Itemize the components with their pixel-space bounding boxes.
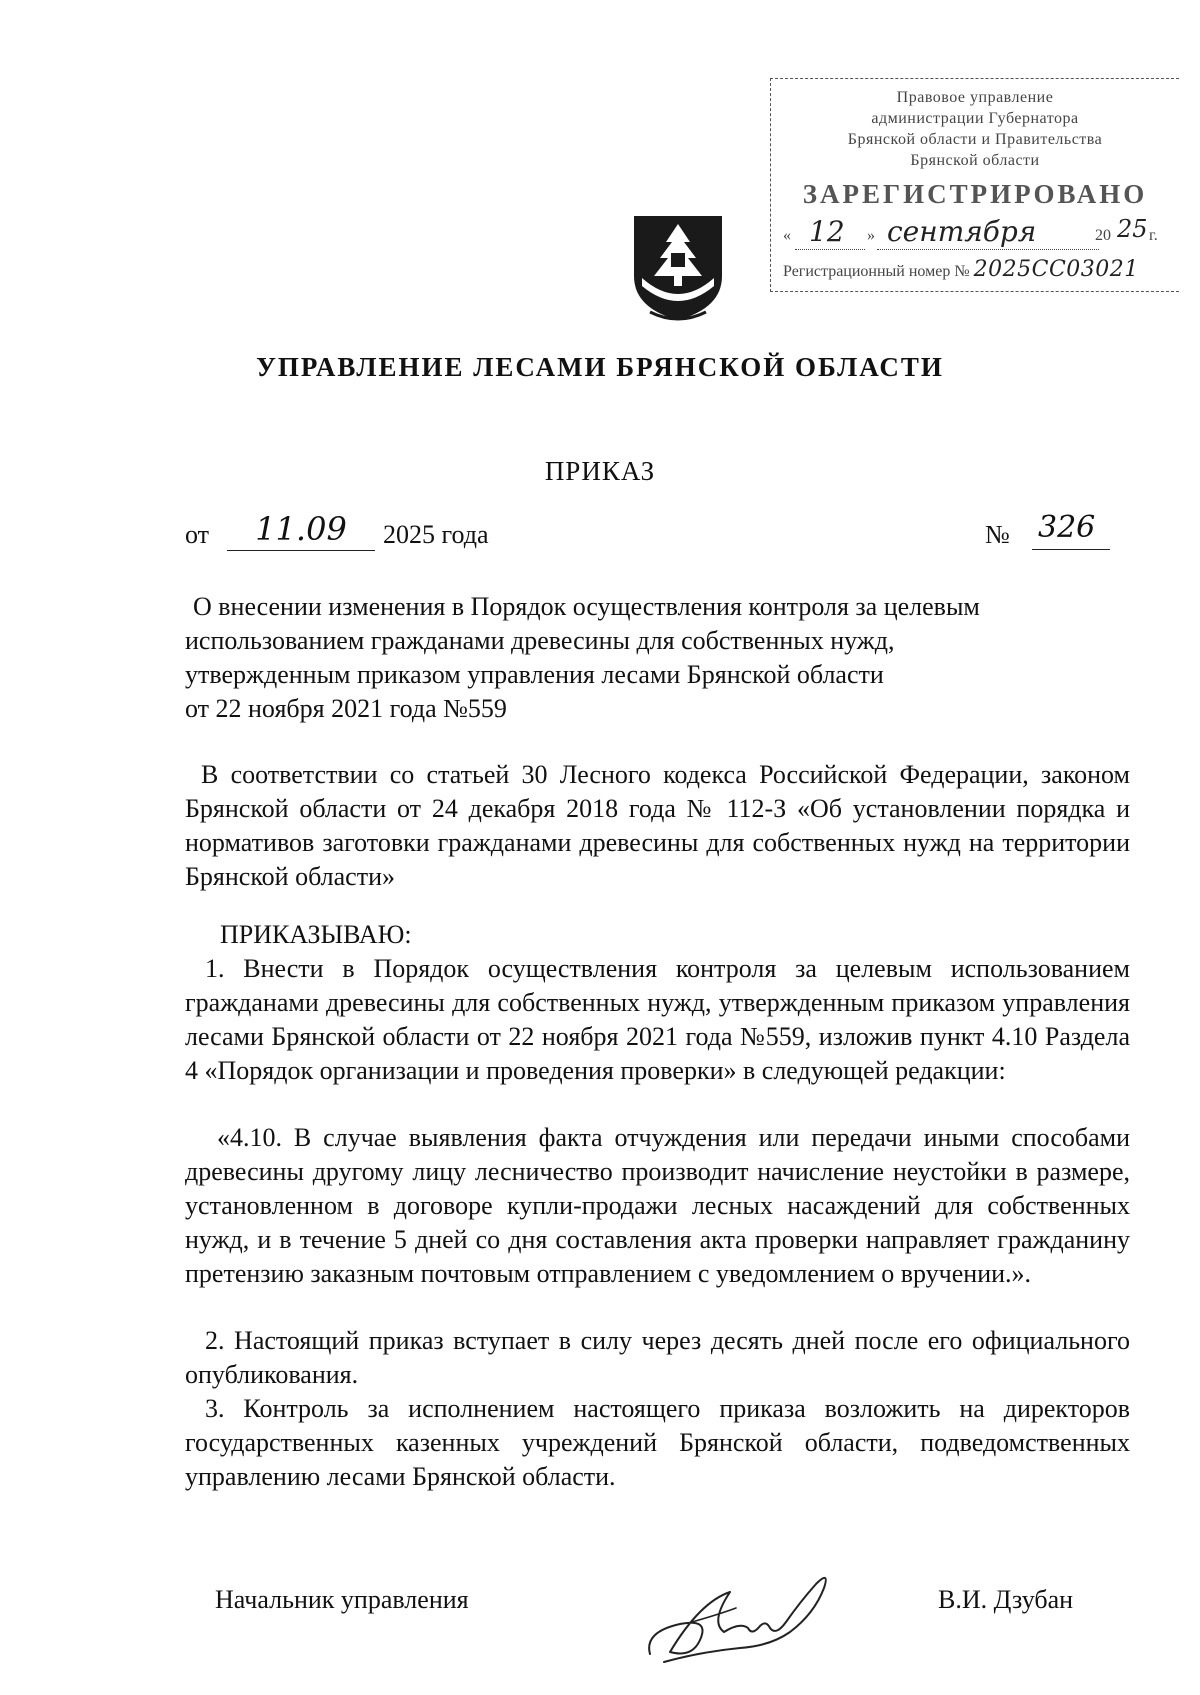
stamp-day: 12 [809, 215, 845, 248]
stamp-regnum [783, 257, 1139, 282]
stamp-date [783, 215, 1173, 255]
subject-line: от 22 ноября 2021 года №559 [185, 694, 507, 723]
handwritten-date: 11.09 [227, 510, 375, 551]
subject-line: О внесении изменения в Порядок осуществления контроля за целевым [193, 592, 980, 621]
order-item-2: 2. Настоящий приказ вступает в силу через десять дней после его официального опубликования. [185, 1326, 1130, 1389]
stamp-year: 25 [1117, 215, 1148, 243]
stamp-close-quote: » [867, 227, 875, 244]
stamp-regnum-label: Регистрационный номер № [783, 263, 970, 280]
stamp-regnum-value: 2025СС03021 [973, 257, 1139, 282]
subject-line: использованием гражданами древесины для собственных нужд, [185, 626, 895, 655]
document-subject [185, 590, 1085, 726]
order-item-3: 3. Контроль за исполнением настоящего приказа возложить на директоров государственных казенных учреждений Брянской области, подведомственных управлению лесами Брянской области. [185, 1394, 1130, 1491]
stamp-line-4: Брянской области [910, 152, 1040, 169]
date-from-label: от [185, 520, 210, 549]
order-item-1-quote: «4.10. В случае выявления факта отчуждения или передачи иными способами древесины другому лицу лесничество производит начисление неустойки в размере, установленном в договоре купли-продажи лесных насаждений для собственных нужд, и в течение 5 дней со дня составления акта проверки направляет гражданину претензию заказным почтовым отправлением с уведомлением о вручении.». [185, 1123, 1130, 1288]
stamp-line-3: Брянской области и Правительства [847, 131, 1103, 148]
stamp-registered: ЗАРЕГИСТРИРОВАНО [802, 179, 1148, 209]
signatory-position: Начальник управления [215, 1585, 469, 1614]
organization-title: УПРАВЛЕНИЕ ЛЕСАМИ БРЯНСКОЙ ОБЛАСТИ [256, 352, 944, 382]
registration-stamp [770, 78, 1179, 292]
stamp-year-suffix: г. [1149, 227, 1158, 244]
date-number-line [185, 510, 1105, 560]
order-word: ПРИКАЗЫВАЮ: [220, 920, 412, 949]
handwritten-signature [640, 1562, 880, 1672]
stamp-year-prefix: 20 [1095, 227, 1111, 244]
stamp-month: сентября [887, 215, 1037, 248]
stamp-line-2: администрации Губернатора [871, 110, 1079, 127]
date-year: 2025 года [383, 520, 489, 549]
document-type: ПРИКАЗ [544, 456, 656, 486]
coat-of-arms-icon [630, 212, 726, 324]
subject-line: утвержденным приказом управления лесами Брянской области [185, 660, 884, 689]
signatory-name: В.И. Дзубан [938, 1585, 1074, 1614]
handwritten-number: 326 [1032, 510, 1110, 550]
stamp-line-1: Правовое управление [896, 89, 1054, 106]
number-label: № [985, 520, 1010, 549]
order-item-1: 1. Внести в Порядок осуществления контроля за целевым использованием гражданами древесины для собственных нужд, утвержденным приказом управления лесами Брянской области от 22 ноября 2021 года №559, изложив пункт 4.10 Раздела 4 «Порядок организации и проведения проверки» в следующей редакции: [185, 954, 1130, 1085]
legal-basis-paragraph: В соответствии со статьей 30 Лесного кодекса Российской Федерации, законом Брянской области от 24 декабря 2018 года № 112-З «Об установлении порядка и нормативов заготовки гражданами древесины для собственных нужд на территории Брянской области» [185, 760, 1130, 891]
stamp-open-quote: « [783, 227, 791, 244]
